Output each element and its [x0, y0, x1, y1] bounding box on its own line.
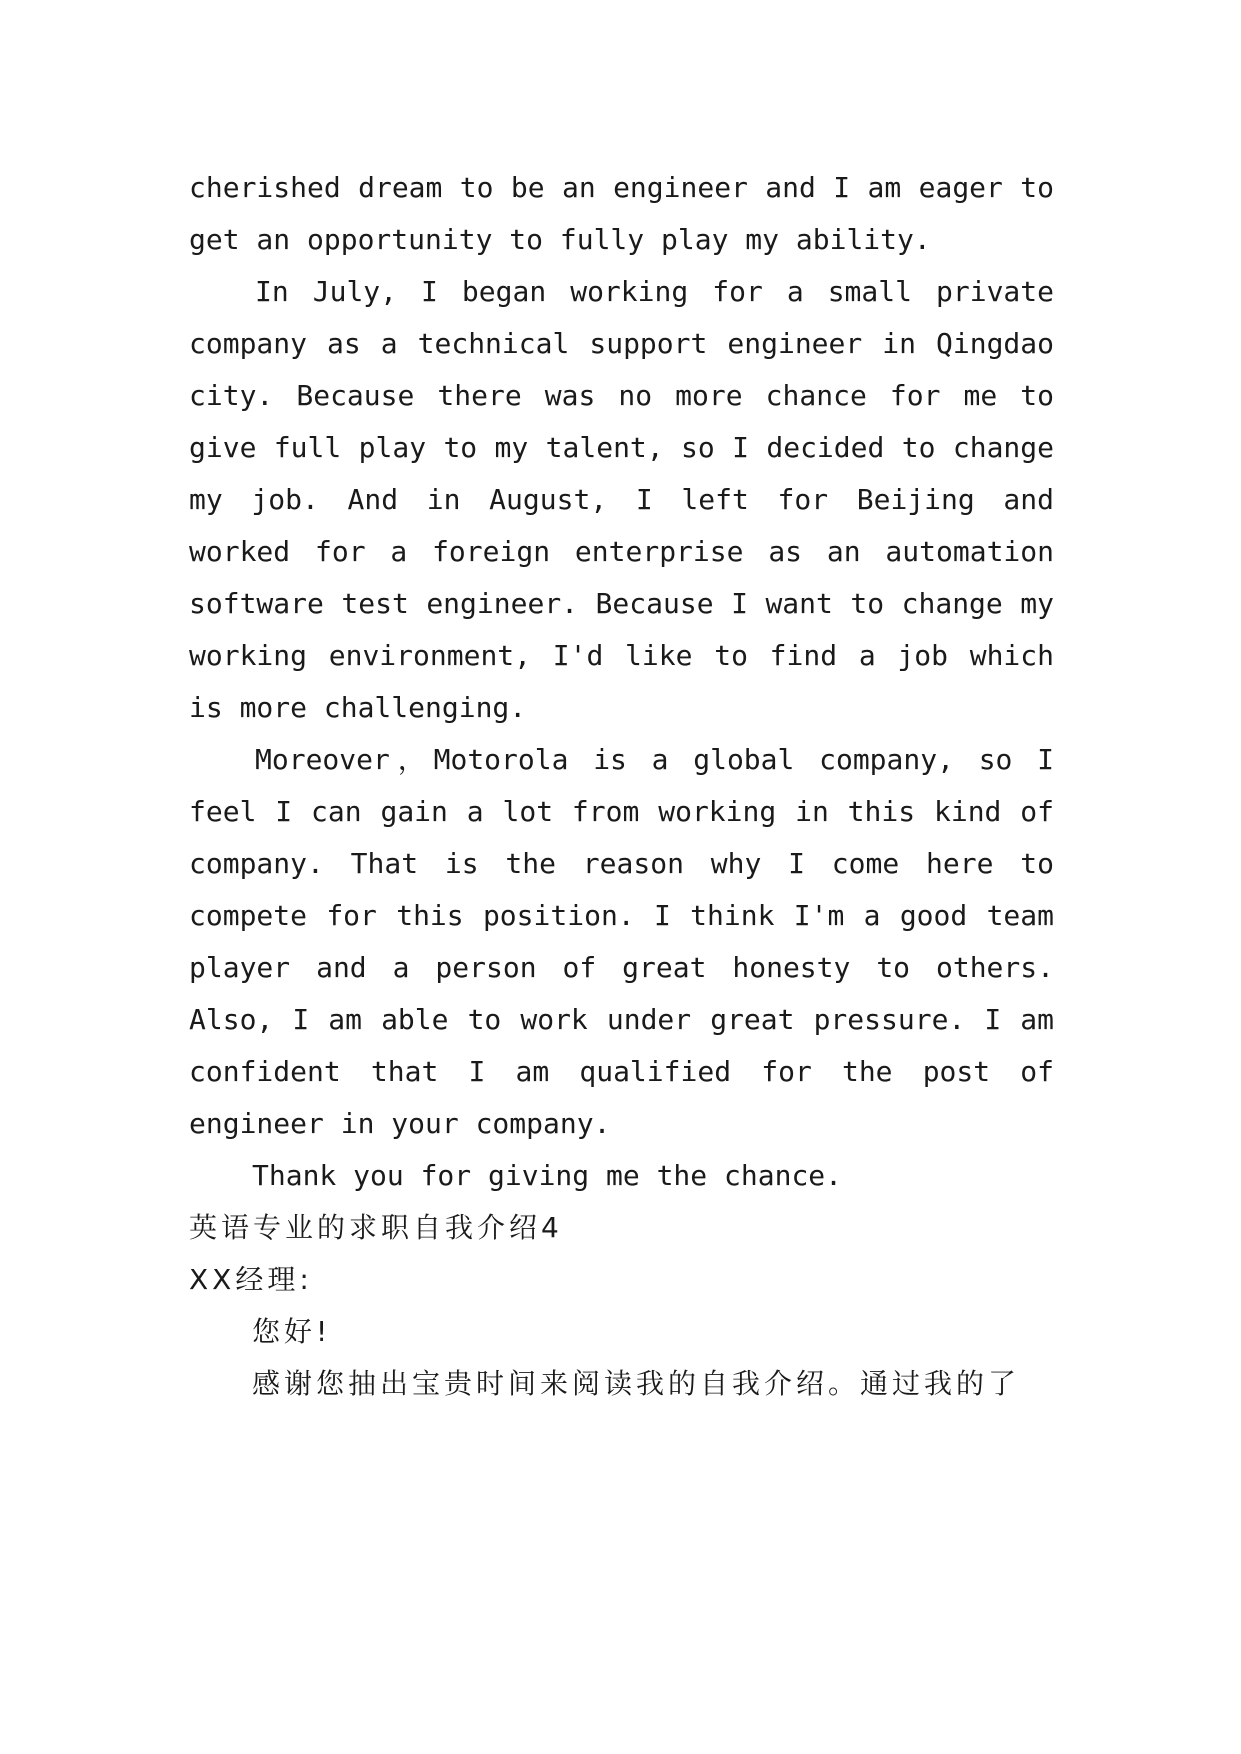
text-line: compete for this position. I think I'm a good team — [189, 899, 1054, 932]
text-line: confident that I am qualified for the post of — [189, 1055, 1054, 1088]
text-line: feel I can gain a lot from working in this kind of — [189, 795, 1054, 828]
text-line: working environment, I'd like to find a job which — [189, 639, 1054, 672]
text-line: Also, I am able to work under great pressure. I am — [189, 1003, 1054, 1036]
salutation: XX经理: — [189, 1263, 313, 1296]
text-line: company as a technical support engineer in Qingdao — [189, 327, 1054, 360]
text-line: 感谢您抽出宝贵时间来阅读我的自我介绍。通过我的了 — [252, 1367, 1021, 1400]
text-line: city. Because there was no more chance for me to — [189, 379, 1054, 412]
text-line: worked for a foreign enterprise as an automation — [189, 535, 1054, 568]
text-line: cherished dream to be an engineer and I am eager to — [189, 171, 1054, 204]
greeting: 您好! — [252, 1315, 332, 1348]
text-line: player and a person of great honesty to others. — [189, 951, 1054, 984]
closing-line: Thank you for giving me the chance. — [252, 1159, 843, 1192]
text-line: give full play to my talent, so I decided to change — [189, 431, 1054, 464]
text-line: software test engineer. Because I want to change my — [189, 587, 1054, 620]
text-line: engineer in your company. — [189, 1107, 611, 1140]
section-heading: 英语专业的求职自我介绍4 — [189, 1211, 563, 1244]
text-line: company. That is the reason why I come here to — [189, 847, 1054, 880]
text-line: is more challenging. — [189, 691, 527, 724]
text-line: my job. And in August, I left for Beijing and — [189, 483, 1054, 516]
text-line: get an opportunity to fully play my ability. — [189, 223, 931, 256]
text-line: In July, I began working for a small private — [255, 275, 1054, 308]
text-line: Moreover，Motorola is a global company, so I — [255, 743, 1054, 776]
